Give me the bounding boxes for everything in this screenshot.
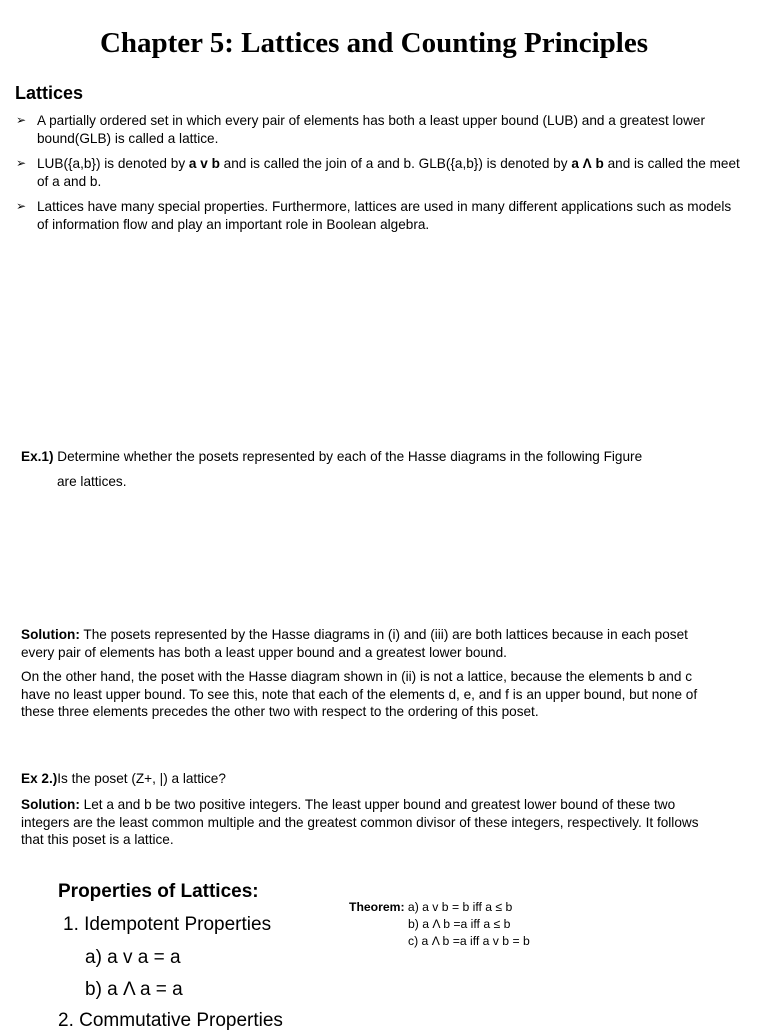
property-item-commutative: 2. Commutative Properties <box>58 1010 283 1031</box>
bullet-text: LUB({a,b}) is denoted by <box>37 156 189 171</box>
solution-1-paragraph <box>21 626 721 661</box>
solution-text: The posets represented by the Hasse diagrams in (i) and (iii) are both lattices because in each poset every pair of elements has both a least upper bound and a greatest lower bound. <box>21 627 688 660</box>
example-label: Ex 2.) <box>21 771 58 786</box>
solution-1-paragraph-2: On the other hand, the poset with the Hasse diagram shown in (ii) is not a lattice, because the elements b and c have no least upper bound. To see this, note that each of the elements d, e, and f is an upper bound, but none of these three elements precedes the other two with respect to the ordering of this poset. <box>21 669 698 719</box>
bullet-text: and is called the meet of a and b. <box>37 156 740 189</box>
theorem-line-c: c) a Λ b =a iff a v b = b <box>408 934 530 948</box>
meet-notation: a Λ b <box>571 156 604 171</box>
example-1-question <box>21 448 711 466</box>
example-text: Is the poset (Z+, |) a lattice? <box>57 771 226 786</box>
solution-label: Solution: <box>21 627 80 642</box>
example-text: Determine whether the posets represented by each of the Hasse diagrams in the following Figure <box>53 449 643 464</box>
section-heading-lattices: Lattices <box>15 83 84 103</box>
arrow-bullet-icon: ➢ <box>16 199 27 213</box>
lattices-bullet-list <box>16 112 740 241</box>
solution-label: Solution: <box>21 797 80 812</box>
example-1-continuation: are lattices. <box>57 474 127 489</box>
solution-text: Let a and b be two positive integers. The least upper bound and greatest lower bound of these two integers are the least common multiple and the greatest common divisor of these integers, respectively. It follows that this poset is a lattice. <box>21 797 699 847</box>
property-subitem-a: a) a v a = a <box>85 947 181 968</box>
theorem-label: Theorem: <box>349 900 405 914</box>
bullet-item <box>16 112 740 147</box>
property-item-idempotent: 1. Idempotent Properties <box>63 914 272 935</box>
bullet-item <box>16 155 740 190</box>
bullet-item <box>16 198 740 233</box>
chapter-title: Chapter 5: Lattices and Counting Principles <box>99 27 649 59</box>
example-2-question <box>21 770 721 788</box>
join-notation: a v b <box>188 156 220 171</box>
bullet-text: and is called the join of a and b. GLB({a,b}) is denoted by <box>219 156 572 171</box>
arrow-bullet-icon: ➢ <box>16 113 27 127</box>
example-label: Ex.1) <box>21 449 54 464</box>
solution-2-paragraph <box>21 796 721 849</box>
theorem-line-a <box>349 899 512 916</box>
properties-heading: Properties of Lattices: <box>58 881 259 902</box>
theorem-text: a) a v b = b iff a ≤ b <box>404 900 513 914</box>
bullet-text: A partially ordered set in which every pair of elements has both a least upper bound (LUB) and a greatest lower bound(GLB) is called a lattice. <box>37 113 705 146</box>
bullet-text: Lattices have many special properties. Furthermore, lattices are used in many different applications such as models of information flow and play an important role in Boolean algebra. <box>37 199 732 232</box>
theorem-line-b: b) a Λ b =a iff a ≤ b <box>408 917 511 931</box>
arrow-bullet-icon: ➢ <box>16 156 27 170</box>
property-subitem-b: b) a Λ a = a <box>85 979 183 1000</box>
